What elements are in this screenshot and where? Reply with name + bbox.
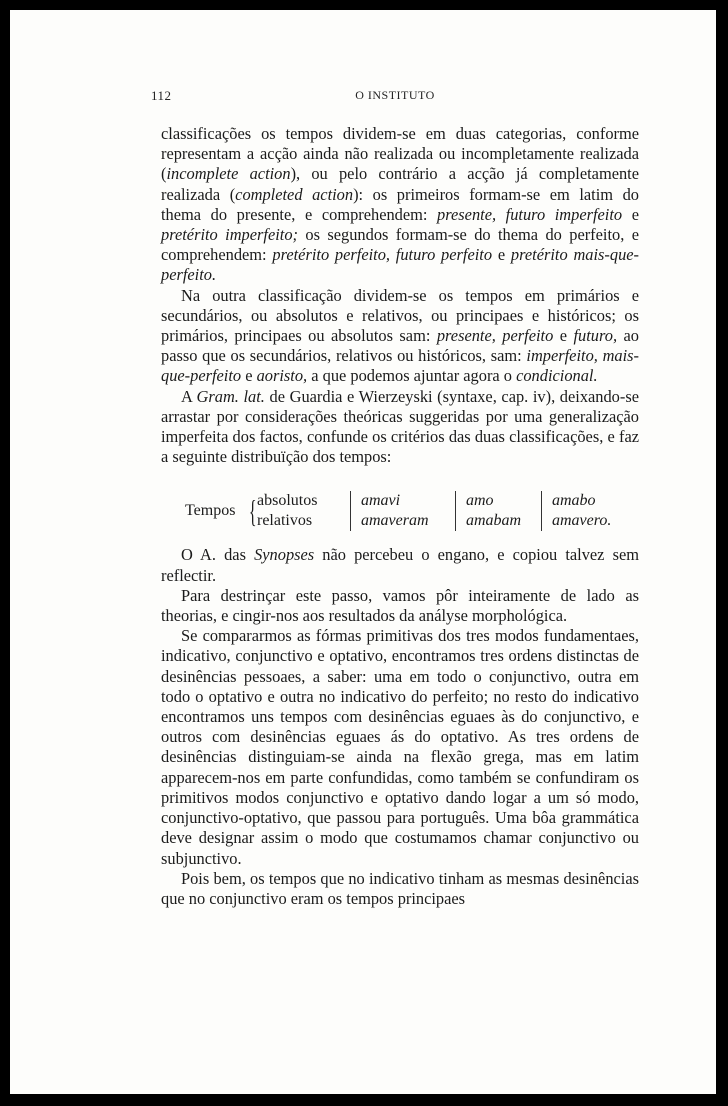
italic-run: condicional. bbox=[516, 366, 598, 386]
tense-form-column-3 bbox=[552, 491, 611, 531]
text-run: não percebeu o engano, e copiou talvez sem reflectir. bbox=[161, 545, 639, 585]
tense-form: amavero. bbox=[552, 512, 612, 530]
paragraph-1 bbox=[161, 124, 639, 286]
tense-form: amavi bbox=[361, 492, 401, 510]
italic-run: completed action bbox=[235, 184, 354, 204]
text-run: classificações os tempos dividem-se em duas categorias, conforme representam a acção ainda não realizada ou incompletamente realizada ( bbox=[161, 124, 639, 184]
column-divider bbox=[541, 491, 542, 531]
tense-form: amabo bbox=[552, 492, 596, 510]
italic-run: imperfeito, mais-que-perfeito bbox=[161, 346, 639, 386]
italic-run: Synopses bbox=[254, 545, 315, 565]
text-run: A bbox=[181, 386, 197, 406]
italic-run: pretérito imperfeito; bbox=[161, 225, 298, 245]
tense-form-column-1 bbox=[361, 491, 429, 531]
tense-form-column-2 bbox=[466, 491, 521, 531]
paragraph-3 bbox=[161, 387, 639, 468]
book-page bbox=[10, 10, 716, 1094]
italic-run: pretérito perfeito, futuro perfeito bbox=[272, 245, 493, 265]
text-run: a que podemos ajuntar agora o bbox=[307, 366, 517, 386]
running-title: O INSTITUTO bbox=[355, 88, 435, 102]
tense-table-label: Tempos bbox=[185, 502, 236, 520]
italic-run: aoristo, bbox=[256, 366, 308, 386]
text-run: os segundos formam-se do thema do perfeito, e comprehendem: bbox=[161, 225, 639, 265]
tense-form: amaveram bbox=[361, 512, 429, 530]
text-run: e bbox=[553, 326, 574, 346]
tense-kind-column bbox=[257, 491, 317, 531]
text-run: de Guardia e Wierzeyski (syntaxe, cap. iv), deixando-se arrastar por considerações theóricas suggeridas por uma generalização imperfeita dos factos, confunde os critérios das duas classificações, e faz a seguinte distribuïção dos tempos: bbox=[161, 386, 639, 467]
text-run: Se compararmos as fórmas primitivas dos tres modos fundamentaes, indicativo, conjunctivo e optativo, encontramos tres ordens distinctas de desinências pessoaes, a saber: uma em todo o conjunctivo, outra em todo o optativo e outra no indicativo do perfeito; no resto do indicativo encontramos uns tempos com desinências eguaes às do conjunctivo, e outros com desinências eguaes ás do optativo. As tres ordens de desinências distinguiam-se ainda na flexão grega, mas em latim apparecem-nos em parte confundidas, como também se confundiram os primitivos modos conjunctivo e optativo dando logar a um só modo, conjunctivo-optativo, que passou para português. Uma bôa grammática deve designar assim o modo que costumamos chamar conjunctivo ou subjunctivo. bbox=[161, 626, 639, 868]
tense-table bbox=[161, 467, 639, 545]
text-run: ): os primeiros formam-se em latim do thema do presente, e comprehendem: bbox=[161, 184, 640, 224]
brace-glyph: { bbox=[248, 493, 257, 530]
text-run: Pois bem, os tempos que no indicativo tinham as mesmas desinências que no conjunctivo eram os tempos principaes bbox=[161, 868, 639, 908]
paragraph-2 bbox=[161, 286, 639, 387]
tense-kind-absolutos: absolutos bbox=[257, 492, 318, 510]
paragraph-6 bbox=[161, 626, 639, 868]
italic-run: incomplete action bbox=[166, 164, 291, 184]
text-run: ao passo que os secundários, relativos ou históricos, sam: bbox=[161, 326, 639, 366]
text-run: e bbox=[241, 366, 257, 386]
column-divider bbox=[350, 491, 351, 531]
italic-run: presente, perfeito bbox=[436, 326, 554, 346]
italic-run: pretérito mais-que-perfeito. bbox=[161, 245, 639, 285]
paragraph-7 bbox=[161, 869, 639, 909]
text-run: e bbox=[492, 245, 511, 265]
text-run: e bbox=[622, 204, 640, 224]
italic-run: futuro, bbox=[573, 326, 618, 346]
italic-run: Gram. lat. bbox=[196, 386, 265, 406]
text-run: ), ou pelo contrário a acção já completamente realizada ( bbox=[161, 164, 639, 204]
text-run: Para destrinçar este passo, vamos pôr inteiramente de lado as theorias, e cingir-nos aos resultados da anályse morphológica. bbox=[161, 585, 639, 626]
body-text bbox=[161, 124, 639, 909]
paragraph-4 bbox=[161, 545, 639, 585]
column-divider bbox=[455, 491, 456, 531]
tense-form: amabam bbox=[466, 512, 522, 530]
tense-kind-relativos: relativos bbox=[257, 512, 313, 530]
tense-form: amo bbox=[466, 492, 494, 510]
page-number: 112 bbox=[151, 88, 172, 103]
italic-run: presente, futuro imperfeito bbox=[437, 204, 623, 224]
paragraph-5 bbox=[161, 586, 639, 626]
text-run: Na outra classificação dividem-se os tempos em primários e secundários, ou absolutos e relativos, ou principaes e históricos; os primários, principaes ou absolutos sam: bbox=[161, 285, 639, 346]
text-run: O A. das bbox=[181, 545, 255, 565]
